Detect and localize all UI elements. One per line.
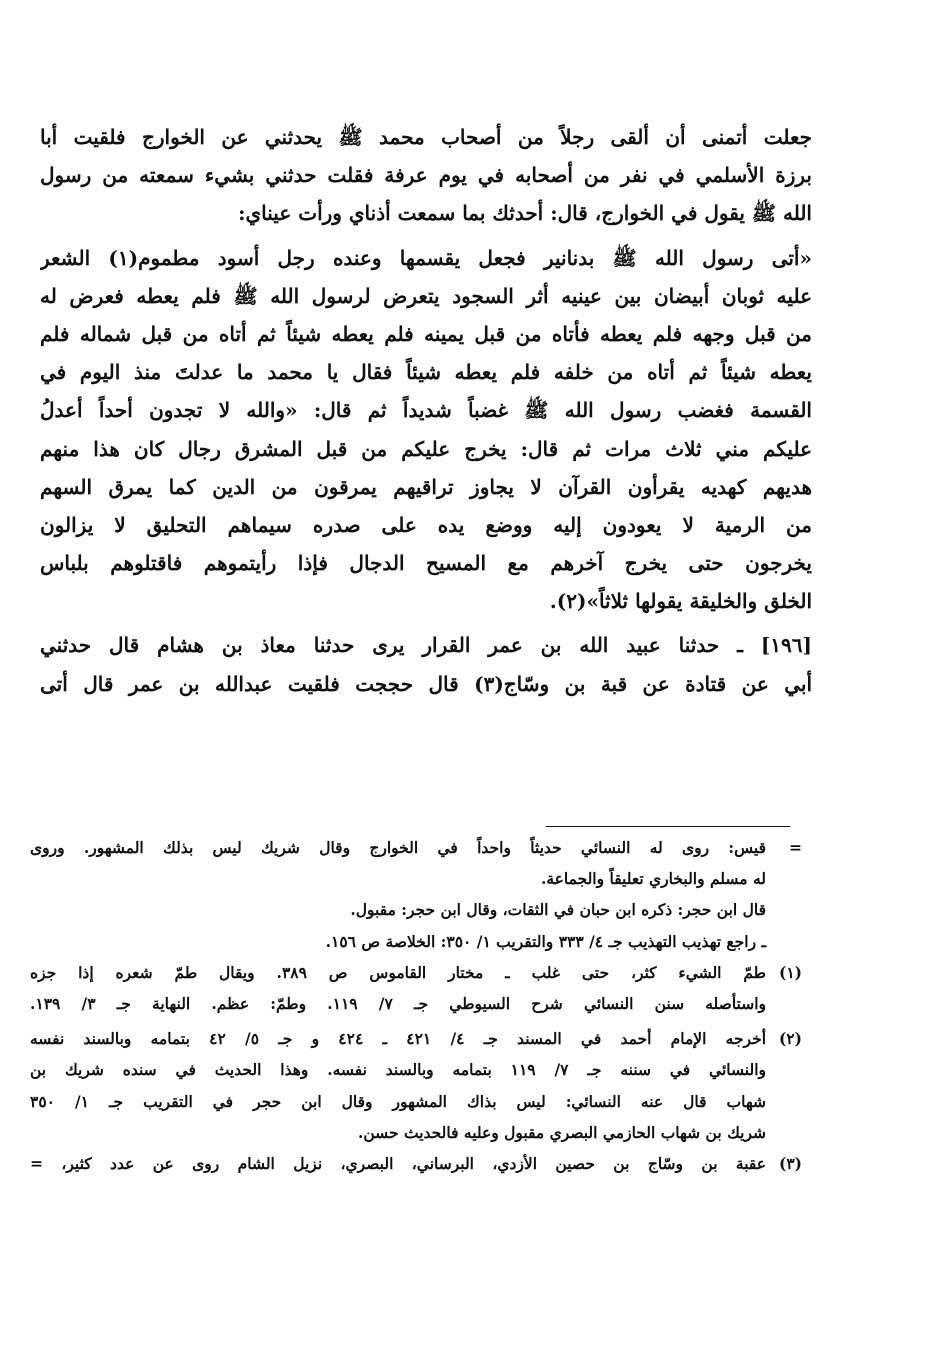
text-segment: قيس: روى له النسائي حديثاً واحداً في الخوارج وقال شريك ليس بذلك المشهور. وروى xyxy=(30,838,766,857)
footnote-marker: (٣) xyxy=(778,1153,802,1173)
text-line: الخلق والخليقة يقولها ثلاثاً»(٢). xyxy=(549,589,812,614)
footnote-marker: (٢) xyxy=(778,1029,802,1049)
footnote-marker: (١) xyxy=(779,962,802,982)
text-segment: عبيد الله بن عمر القرار يرى حدثنا معاذ بن هشام قال حدثني xyxy=(40,633,661,658)
text-line: هديهم كهديه يقرأون القرآن لا يجاوز تراقيهم يمرقون من الدين كما يمرق السهم xyxy=(40,474,812,499)
footnote-line xyxy=(30,1023,802,1054)
footnote-line xyxy=(30,832,802,863)
text-line: برزة الأسلمي في نفر من أصحابه في يوم عرفة فقلت حدثني بشيء سمعته من رسول xyxy=(40,163,812,188)
footnote-2 xyxy=(30,1023,802,1148)
text-line: عليكم مني ثلاث مرات ثم قال: يخرج عليكم من قبل المشرق رجال كان هذا منهم xyxy=(40,436,812,461)
text-line: عليه ثوبان أبيضان بين عينيه أثر السجود يتعرض لرسول الله ﷺ فلم يعطه فعرض له xyxy=(40,283,812,308)
text-line: أبي عن قتادة عن قبة بن وسّاج(٣) قال حججت فلقيت عبدالله بن عمر قال أتى xyxy=(40,671,812,696)
hadith-number: [١٩٦] ـ حدثنا xyxy=(678,633,812,658)
text-line: «أتى رسول الله ﷺ بدنانير فجعل يقسمها وعنده رجل أسود مطموم(١) الشعر xyxy=(40,245,812,270)
footnote-marker: = xyxy=(789,838,802,857)
text-segment: عقبة بن وسّاج بن حصين الأزدي، البرساني، البصري، نزيل الشام روى عن عدد كثير، = xyxy=(30,1153,766,1173)
text-line: من الرمية لا يعودون إليه ووضع يده على صدره سيماهم التحليق لا يزالون xyxy=(40,512,812,537)
footnote-line: له مسلم والبخاري تعليقاً والجماعة. xyxy=(540,869,766,889)
footnote-line: والنسائي في سننه جـ ٧/ ١١٩ بتمامه وبالسند نفسه. وهذا الحديث في سنده شريك بن xyxy=(30,1060,767,1080)
text-line: الله ﷺ يقول في الخوارج، قال: أحدثك بما سمعت أذناي ورأت عيناي: xyxy=(238,201,812,226)
footnote-continuation xyxy=(30,832,802,957)
main-text xyxy=(40,118,812,703)
text-segment: أخرجه الإمام أحمد في المسند جـ ٤/ ٤٢١ ـ ٤٢٤ و جـ ٥/ ٤٢ بتمامه وبالسند نفسه xyxy=(30,1029,766,1049)
footnote-1 xyxy=(30,957,802,1019)
paragraph-1 xyxy=(40,118,812,233)
footnote-line xyxy=(30,1148,802,1179)
text-line: يعطه شيئاً ثم أتاه من خلفه فلم يعطه شيئاً فقال يا محمد ما عدلتَ منذ اليوم في xyxy=(40,360,812,385)
footnotes xyxy=(30,832,802,1179)
paragraph-2-hadith xyxy=(40,239,812,621)
footnote-divider xyxy=(546,826,790,827)
footnote-line: قال ابن حجر: ذكره ابن حبان في الثقات، وقال ابن حجر: مقبول. xyxy=(350,900,766,920)
footnote-3 xyxy=(30,1148,802,1179)
paragraph-3 xyxy=(40,626,812,702)
footnote-line: واستأصله سنن النسائي شرح السيوطي جـ ٧/ ١١٩. وطمّ: عظم. النهاية جـ ٣/ ١٣٩. xyxy=(30,993,767,1013)
footnote-line: شهاب قال عنه النسائي: ليس بذاك المشهور وقال ابن حجر في التقريب جـ ١/ ٣٥٠ xyxy=(30,1091,766,1111)
text-line: القسمة فغضب رسول الله ﷺ غضباً شديداً ثم قال: «والله لا تجدون أحداً أعدلُ xyxy=(40,398,812,423)
footnote-line: ـ راجع تهذيب التهذيب جـ ٤/ ٣٣٣ والتقريب ١/ ٣٥٠: الخلاصة ص ١٥٦. xyxy=(325,931,766,951)
footnote-line: شريك بن شهاب الحازمي البصري مقبول وعليه فالحديث حسن. xyxy=(357,1122,766,1142)
text-line: يخرجون حتى يخرج آخرهم مع المسيح الدجال فإذا رأيتموهم فاقتلوهم بلباس xyxy=(40,551,812,576)
text-line xyxy=(40,626,812,664)
text-segment: طمّ الشيء كثر، حتى غلب ـ مختار القاموس ص ٣٨٩. ويقال طمّ شعره إذا جزه xyxy=(30,962,767,982)
text-line: من قبل وجهه فلم يعطه فأتاه من قبل يمينه فلم يعطه شيئاً ثم أتاه من قبل شماله فلم xyxy=(40,321,812,346)
text-line: جعلت أتمنى أن ألقى رجلاً من أصحاب محمد ﷺ يحدثني عن الخوارج فلقيت أبا xyxy=(40,125,812,149)
footnote-line xyxy=(30,957,802,988)
